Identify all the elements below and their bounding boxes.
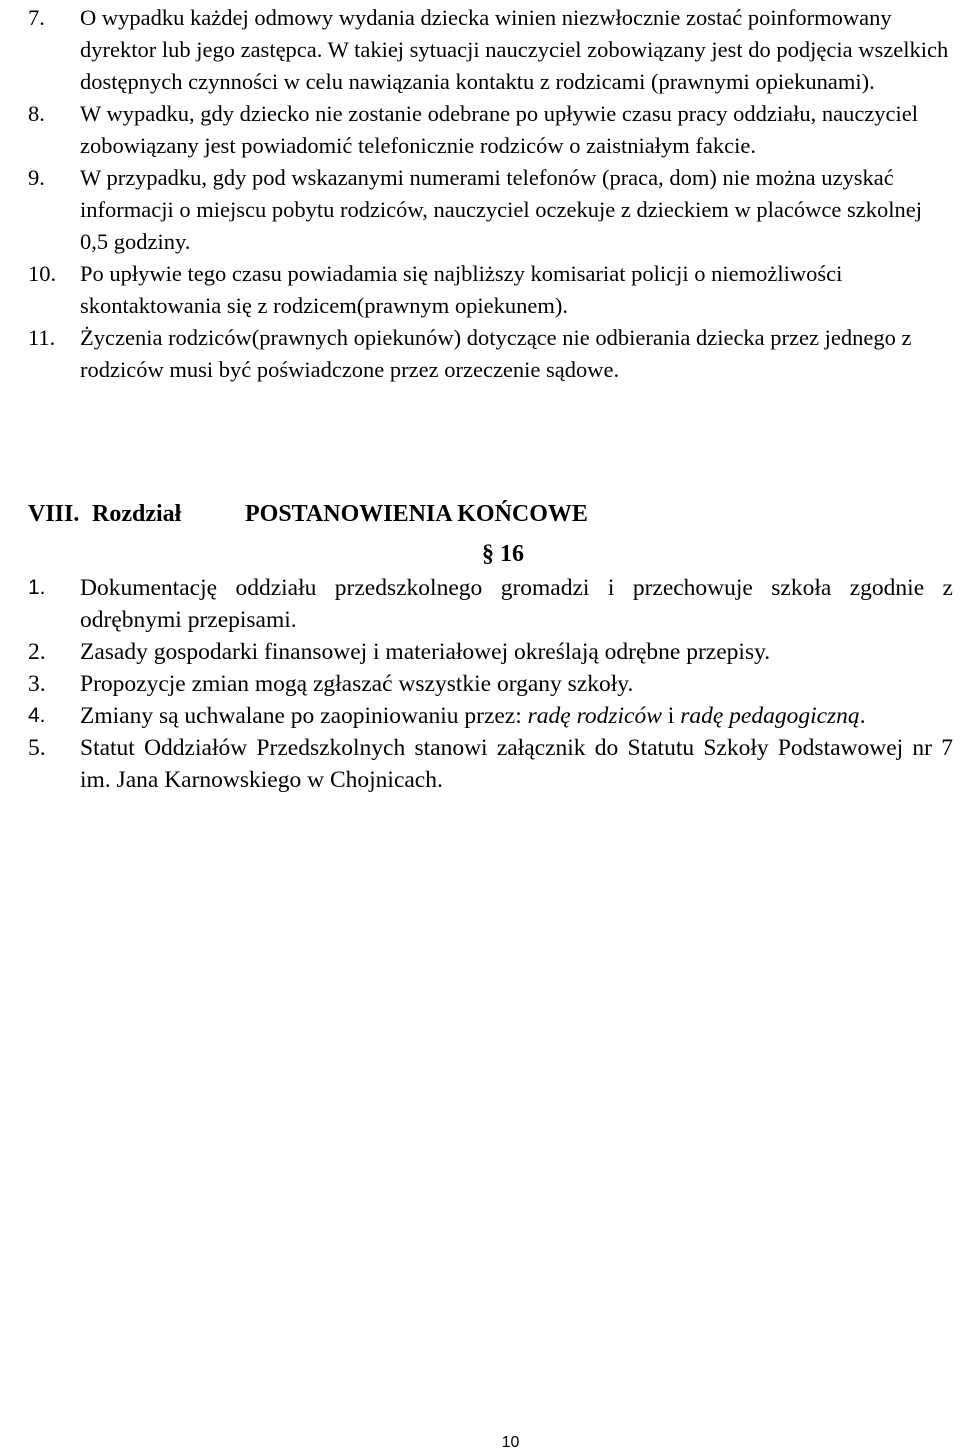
- item-number: 10.: [28, 261, 57, 286]
- item-text: O wypadku każdej odmowy wydania dziecka winien niezwłocznie zostać poinformowany dyrektor lub jego zastępca. W takiej sytuacji nauczyciel zobowiązany jest do podjęcia wszelkich dostępnych czynności w celu nawiązania kontaktu z rodzicami (prawnymi opiekunami).: [80, 5, 949, 94]
- list-item: [28, 258, 953, 322]
- item-number: 7.: [28, 5, 45, 30]
- list-item: [28, 162, 953, 258]
- list-item: [28, 668, 953, 700]
- item-text-part: .: [859, 703, 866, 729]
- item-text: Propozycje zmian mogą zgłaszać wszystkie organy szkoły.: [80, 671, 634, 697]
- list-item: [28, 2, 953, 98]
- item-text-part: i: [661, 703, 681, 729]
- section-title: POSTANOWIENIA KOŃCOWE: [245, 501, 588, 527]
- bottom-numbered-list: [28, 572, 953, 796]
- list-item: [28, 732, 953, 796]
- section-chapter-label: Rozdział: [92, 501, 182, 527]
- item-text-part: Zmiany są uchwalane po zaopiniowaniu przez:: [80, 703, 528, 729]
- item-text: Dokumentację oddziału przedszkolnego gromadzi i przechowuje szkoła zgodnie z odrębnymi przepisami.: [80, 575, 953, 633]
- item-number: 11.: [28, 325, 56, 350]
- item-number: 3.: [28, 671, 46, 697]
- paragraph-heading: § 16: [482, 541, 524, 567]
- item-text: Zasady gospodarki finansowej i materiałowej określają odrębne przepisy.: [80, 639, 771, 665]
- section-number: VIII.: [28, 501, 80, 527]
- item-number: 1.: [28, 576, 46, 599]
- list-item: [28, 572, 953, 636]
- list-item: [28, 700, 953, 732]
- item-text: Życzenia rodziców(prawnych opiekunów) dotyczące nie odbierania dziecka przez jednego z rodziców musi być poświadczone przez orzeczenie sądowe.: [80, 325, 912, 382]
- page-number: 10: [501, 1434, 520, 1451]
- item-text-italic: radę rodziców: [527, 703, 662, 729]
- item-number: 5.: [28, 735, 46, 761]
- item-text: Po upływie tego czasu powiadamia się najbliższy komisariat policji o niemożliwości skontaktowania się z rodzicem(prawnym opiekunem).: [80, 261, 843, 318]
- item-text: W przypadku, gdy pod wskazanymi numerami telefonów (praca, dom) nie można uzyskać informacji o miejscu pobytu rodziców, nauczyciel oczekuje z dzieckiem w placówce szkolnej 0,5 godziny.: [80, 165, 922, 254]
- item-text: W wypadku, gdy dziecko nie zostanie odebrane po upływie czasu pracy oddziału, nauczyciel zobowiązany jest powiadomić telefonicznie rodziców o zaistniałym fakcie.: [80, 101, 919, 158]
- item-number: 8.: [28, 101, 45, 126]
- list-item: [28, 636, 953, 668]
- list-item: [28, 98, 953, 162]
- list-item: [28, 322, 953, 386]
- item-number: 9.: [28, 165, 45, 190]
- item-number: 4.: [28, 704, 46, 727]
- item-text: [80, 700, 953, 732]
- item-number: 2.: [28, 639, 46, 665]
- section-heading: [28, 499, 588, 529]
- item-text: Statut Oddziałów Przedszkolnych stanowi załącznik do Statutu Szkoły Podstawowej nr 7 im. Jana Karnowskiego w Chojnicach.: [80, 735, 953, 793]
- top-numbered-list: [28, 2, 953, 386]
- item-text-italic: radę pedagogiczną: [680, 703, 860, 729]
